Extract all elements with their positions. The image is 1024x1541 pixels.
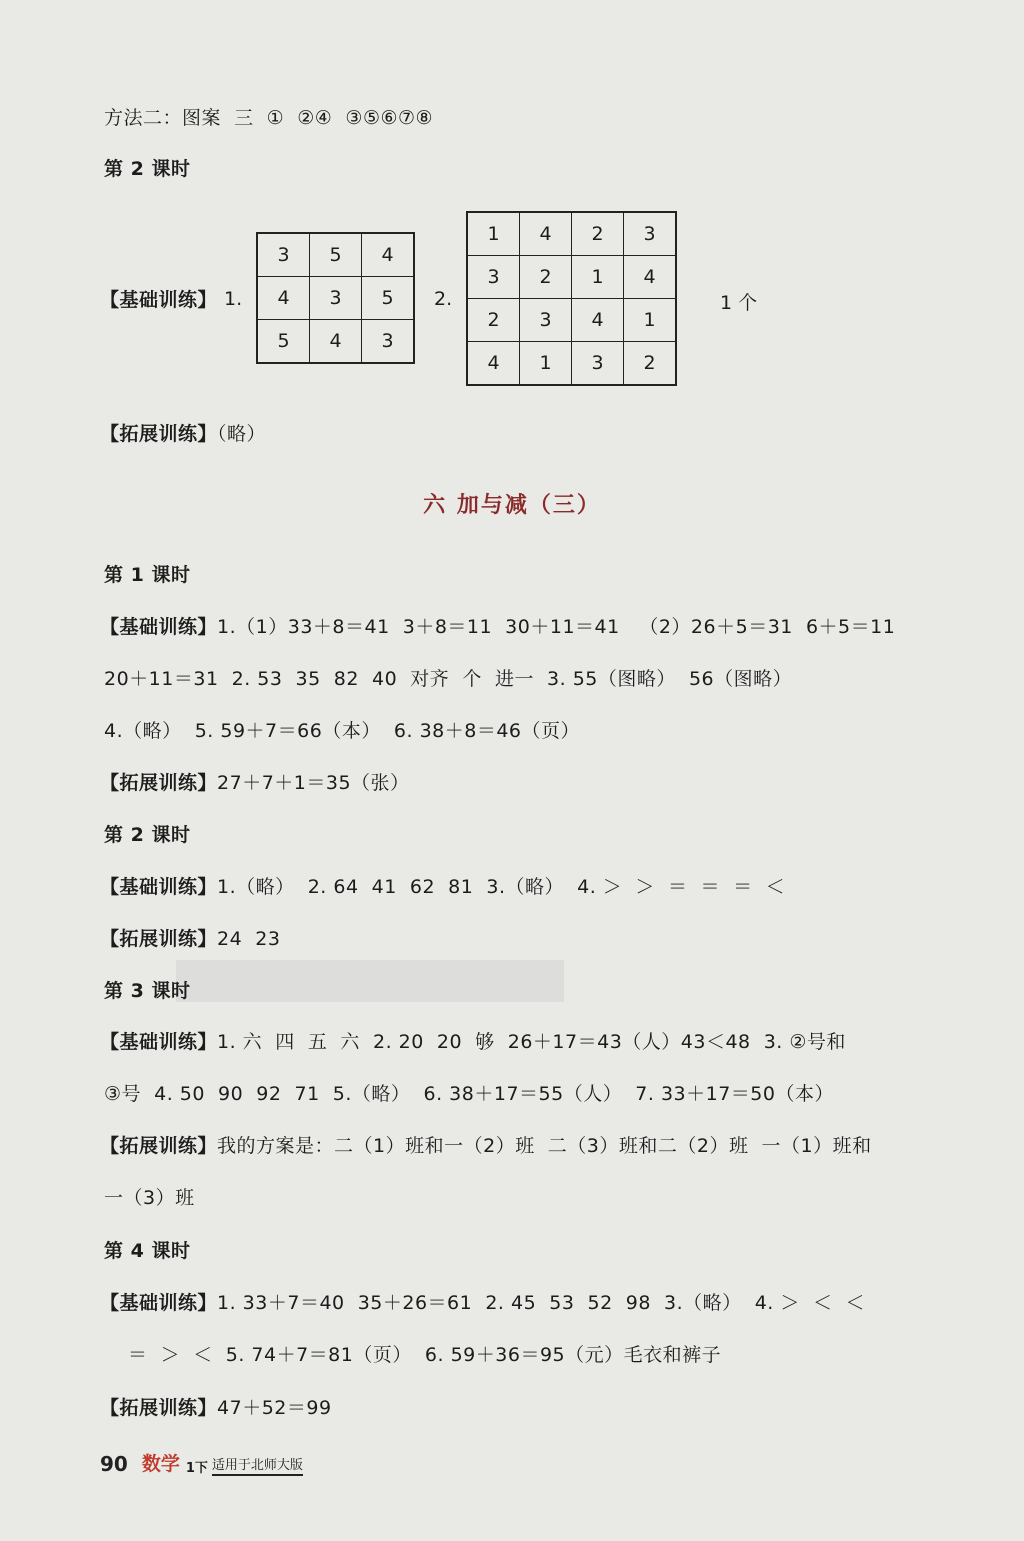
grid-cell: 1 — [467, 212, 520, 256]
extension-tag: 【拓展训练】 — [100, 1397, 218, 1419]
lesson-heading: 第 2 课时 — [104, 824, 191, 846]
answer-text: 1.（1）33＋8＝41 3＋8＝11 30＋11＝41 （2）26＋5＝31 6＋5＝11 — [217, 616, 896, 638]
answer-text: 1. 六 四 五 六 2. 20 20 够 26＋17＝43（人）43＜48 3. ②号和 — [217, 1031, 846, 1053]
page-number: 90 — [100, 1452, 128, 1476]
grid-cell: 3 — [467, 256, 520, 299]
grid-cell: 3 — [624, 212, 677, 256]
grid-cell: 3 — [572, 342, 624, 386]
answer-text: 1. 33＋7＝40 35＋26＝61 2. 45 53 52 98 3.（略） 4. ＞ ＜ ＜ — [217, 1292, 866, 1314]
lesson-heading: 第 3 课时 — [104, 980, 191, 1002]
extension-tag: 【拓展训练】 — [100, 1135, 218, 1157]
answer-line: 4.（略） 5. 59＋7＝66（本） 6. 38＋8＝46（页） — [104, 720, 581, 742]
answer-line: ③号 4. 50 90 92 71 5.（略） 6. 38＋17＝55（人） 7. 33＋17＝50（本） — [104, 1083, 834, 1105]
grid-cell: 4 — [362, 233, 415, 277]
grid-cell: 1 — [520, 342, 572, 386]
grid-cell: 2 — [467, 299, 520, 342]
section-title: 六 加与减（三） — [423, 493, 601, 518]
extension-text: （略） — [217, 423, 267, 445]
extension-text: 我的方案是：二（1）班和一（2）班 二（3）班和二（2）班 一（1）班和 — [217, 1135, 872, 1157]
basic-training-tag: 【基础训练】 — [100, 1031, 218, 1053]
grid-cell: 2 — [520, 256, 572, 299]
answer-line — [100, 615, 895, 639]
basic-training-tag: 【基础训练】 — [100, 289, 218, 311]
grid-cell: 4 — [520, 212, 572, 256]
extension-text: 24 23 — [217, 928, 281, 950]
number-grid-4x4 — [466, 211, 677, 386]
answer-text: 1.（略） 2. 64 41 62 81 3.（略） 4. ＞ ＞ ＝ ＝ ＝ ＜ — [217, 876, 786, 898]
grid-cell: 4 — [572, 299, 624, 342]
answer-line: 一（3）班 — [104, 1187, 195, 1209]
extension-line — [100, 771, 410, 795]
extension-text: 47＋52＝99 — [217, 1397, 332, 1419]
basic-training-tag: 【基础训练】 — [100, 876, 218, 898]
answer-line: ＝ ＞ ＜ 5. 74＋7＝81（页） 6. 59＋36＝95（元）毛衣和裤子 — [128, 1344, 722, 1366]
question-number: 2. — [434, 288, 453, 310]
grid-cell: 3 — [362, 320, 415, 364]
extension-line — [100, 927, 280, 951]
grid-cell: 2 — [572, 212, 624, 256]
grade-label: 1下 — [185, 1461, 208, 1476]
lesson-heading: 第 4 课时 — [104, 1240, 191, 1262]
grid-cell: 3 — [520, 299, 572, 342]
lesson-heading: 第 2 课时 — [104, 158, 191, 180]
basic-training-tag: 【基础训练】 — [100, 1292, 218, 1314]
grid-cell: 1 — [624, 299, 677, 342]
grid-cell: 3 — [310, 277, 362, 320]
number-grid-3x3 — [256, 232, 415, 364]
answer-line — [100, 1030, 846, 1054]
grid-cell: 5 — [310, 233, 362, 277]
basic-training-tag: 【基础训练】 — [100, 616, 218, 638]
grid-cell: 4 — [257, 277, 310, 320]
extension-line — [100, 1134, 872, 1158]
page-footer — [100, 1446, 303, 1476]
lesson-heading: 第 1 课时 — [104, 564, 191, 586]
extension-line — [100, 422, 266, 446]
extension-text: 27＋7＋1＝35（张） — [217, 772, 410, 794]
count-answer: 1 个 — [720, 292, 758, 314]
grid-cell: 2 — [624, 342, 677, 386]
grid-cell: 5 — [362, 277, 415, 320]
extension-tag: 【拓展训练】 — [100, 423, 218, 445]
extension-line — [100, 1396, 332, 1420]
extension-tag: 【拓展训练】 — [100, 928, 218, 950]
grid-cell: 5 — [257, 320, 310, 364]
shaded-band — [176, 960, 564, 1002]
method-two-line: 方法二：图案 三 ① ②④ ③⑤⑥⑦⑧ — [104, 107, 434, 129]
grid-cell: 3 — [257, 233, 310, 277]
edition-label: 适用于北师大版 — [212, 1454, 303, 1476]
answer-line — [100, 875, 785, 899]
extension-tag: 【拓展训练】 — [100, 772, 218, 794]
grid-cell: 4 — [310, 320, 362, 364]
question-number: 1. — [224, 288, 243, 310]
subject-label: 数学 — [141, 1453, 180, 1475]
answer-line: 20＋11＝31 2. 53 35 82 40 对齐 个 进一 3. 55（图略） 56（图略） — [104, 668, 793, 690]
grid-cell: 4 — [624, 256, 677, 299]
answer-line — [100, 1291, 865, 1315]
grid-cell: 1 — [572, 256, 624, 299]
grid-cell: 4 — [467, 342, 520, 386]
